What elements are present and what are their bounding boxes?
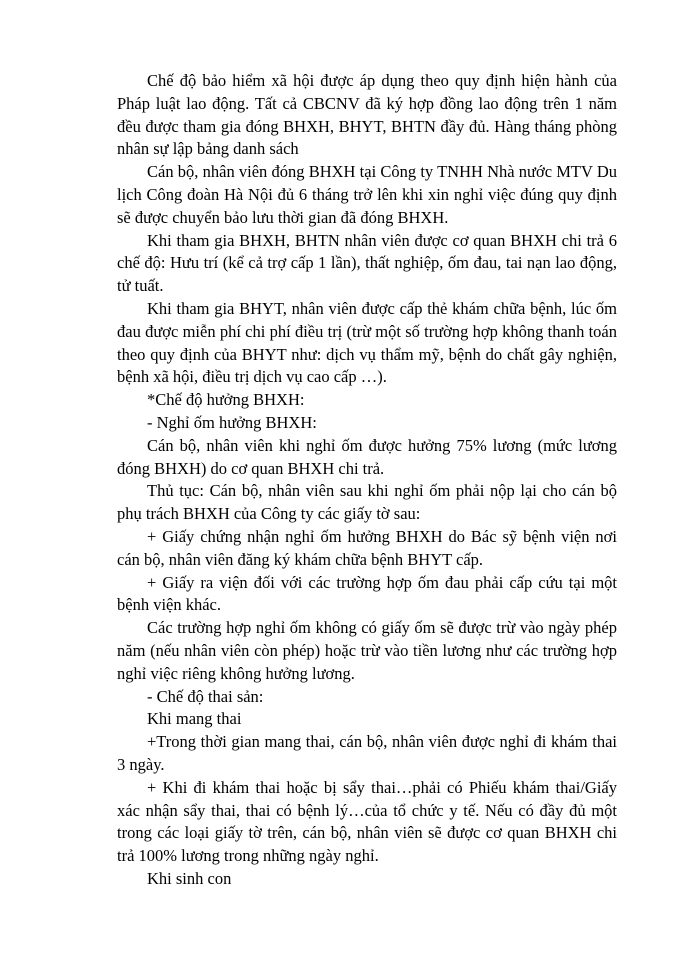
paragraph-health-insurance: Khi tham gia BHYT, nhân viên được cấp thẻ khám chữa bệnh, lúc ốm đau được miễn phí chi phí điều trị (trừ một số trường hợp không thanh toán theo quy định của BHYT như: dịch vụ thẩm mỹ, bệnh do chất gây nghiện, bệnh xã hội, điều trị dịch vụ cao cấp …). (117, 298, 617, 387)
paragraph-discharge-paper: + Giấy ra viện đối với các trường hợp ốm đau phải cấp cứu tại một bệnh viện khác. (117, 572, 617, 615)
paragraph-pregnancy-heading: Khi mang thai (147, 709, 242, 729)
paragraph-insurance-reservation: Cán bộ, nhân viên đóng BHXH tại Công ty TNHH Nhà nước MTV Du lịch Công đoàn Hà Nội đủ 6 tháng trở lên khi xin nghỉ việc đúng quy định sẽ được chuyển bảo lưu thời gian đã đóng BHXH. (117, 162, 617, 227)
paragraph-sick-leave-rate: Cán bộ, nhân viên khi nghỉ ốm được hưởng 75% lương (mức lương đóng BHXH) do cơ quan BHXH chi trả. (117, 435, 617, 478)
document-body (117, 70, 617, 891)
paragraph-social-insurance-policy: Chế độ bảo hiểm xã hội được áp dụng theo quy định hiện hành của Pháp luật lao động. Tất cả CBCNV đã ký hợp đồng lao động trên 1 năm đều được tham gia đóng BHXH, BHYT, BHTN đầy đủ. Hàng tháng phòng nhân sự lập bảng danh sách (117, 71, 617, 159)
paragraph-maternity-heading: - Chế độ thai sản: (147, 686, 264, 706)
paragraph-prenatal-leave: +Trong thời gian mang thai, cán bộ, nhân viên được nghỉ đi khám thai 3 ngày. (117, 732, 617, 774)
paragraph-six-benefits: Khi tham gia BHXH, BHTN nhân viên được cơ quan BHXH chi trả 6 chế độ: Hưu trí (kể cả trợ cấp 1 lần), thất nghiệp, ốm đau, tai nạn lao động, tử tuất. (117, 230, 617, 296)
paragraph-no-certificate: Các trường hợp nghỉ ốm không có giấy ốm sẽ được trừ vào ngày phép năm (nếu nhân viên còn phép) hoặc trừ vào tiền lương như các trường hợp nghỉ việc riêng không hưởng lương. (117, 618, 617, 683)
paragraph-procedure: Thủ tục: Cán bộ, nhân viên sau khi nghỉ ốm phải nộp lại cho cán bộ phụ trách BHXH của Công ty các giấy tờ sau: (117, 481, 617, 524)
paragraph-sick-leave-heading: - Nghỉ ốm hưởng BHXH: (147, 412, 317, 432)
paragraph-prenatal-documents: + Khi đi khám thai hoặc bị sẩy thai…phải có Phiếu khám thai/Giấy xác nhận sẩy thai, thai có bệnh lý…của tổ chức y tế. Nếu có đầy đủ một trong các loại giấy tờ trên, cán bộ, nhân viên sẽ được cơ quan BHXH chi trả 100% lương trong những ngày nghỉ. (117, 777, 617, 866)
paragraph-sick-certificate: + Giấy chứng nhận nghỉ ốm hưởng BHXH do Bác sỹ bệnh viện nơi cán bộ, nhân viên đăng ký khám chữa bệnh BHYT cấp. (117, 526, 617, 569)
paragraph-childbirth-heading: Khi sinh con (147, 868, 232, 888)
paragraph-benefit-heading: *Chế độ hưởng BHXH: (147, 390, 305, 410)
